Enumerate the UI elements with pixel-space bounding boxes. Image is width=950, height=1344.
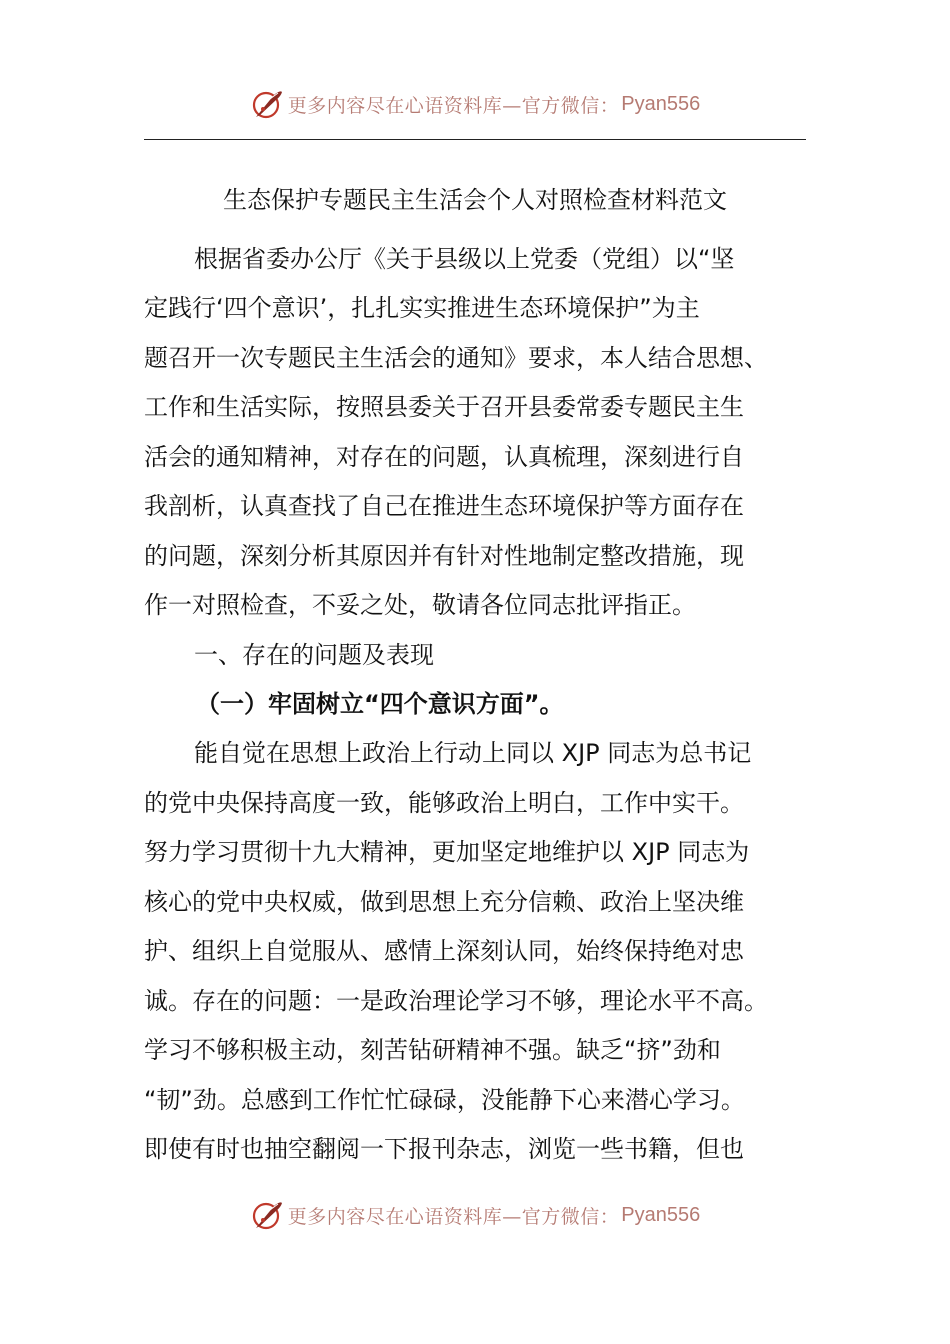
text-line: 努力学习贯彻十九大精神，更加坚定地维护以 XJP 同志为	[144, 838, 750, 866]
text-line: 学习不够积极主动，刻苦钻研精神不强。缺乏“挤”劲和	[144, 1036, 721, 1064]
text-line: 活会的通知精神，对存在的问题，认真梳理，深刻进行自	[144, 443, 744, 471]
header-watermark	[0, 84, 950, 124]
text-line: 定践行‘四个意识’，扎扎实实推进生态环境保护”为主	[144, 294, 700, 322]
text-line: 根据省委办公厅《关于县级以上党委（党组）以“坚	[194, 245, 735, 273]
text-line: 护、组织上自觉服从、感情上深刻认同，始终保持绝对忠	[144, 937, 744, 965]
watermark-text: 更多内容尽在心语资料库—官方微信：	[287, 1205, 620, 1228]
text-line: 的党中央保持高度一致，能够政治上明白，工作中实干。	[144, 789, 744, 817]
section-heading: 一、存在的问题及表现	[194, 641, 434, 669]
text-line: 核心的党中央权威，做到思想上充分信赖、政治上坚决维	[144, 888, 744, 916]
wechat-id: Pyan556	[621, 1203, 701, 1226]
text-line: 能自觉在思想上政治上行动上同以 XJP 同志为总书记	[194, 739, 752, 767]
quill-logo-icon	[250, 87, 284, 121]
quill-logo-icon	[250, 1198, 284, 1232]
text-line: 即使有时也抽空翻阅一下报刊杂志，浏览一些书籍，但也	[144, 1135, 744, 1163]
watermark-text: 更多内容尽在心语资料库—官方微信：	[287, 94, 620, 117]
text-line: 工作和生活实际，按照县委关于召开县委常委专题民主生	[144, 393, 744, 421]
page-title: 生态保护专题民主生活会个人对照检查材料范文	[223, 186, 727, 214]
text-line: “韧”劲。总感到工作忙忙碌碌，没能静下心来潜心学习。	[144, 1086, 745, 1114]
text-line: 我剖析，认真查找了自己在推进生态环境保护等方面存在	[144, 492, 744, 520]
header-divider	[144, 139, 806, 140]
text-line: 作一对照检查，不妥之处，敬请各位同志批评指正。	[144, 591, 696, 619]
footer-watermark	[0, 1195, 950, 1235]
text-line: 诚。存在的问题：一是政治理论学习不够，理论水平不高。	[144, 987, 768, 1015]
subsection-heading: （一）牢固树立“四个意识方面”。	[196, 690, 564, 718]
text-line: 的问题，深刻分析其原因并有针对性地制定整改措施，现	[144, 542, 744, 570]
wechat-id: Pyan556	[621, 92, 701, 115]
text-line: 题召开一次专题民主生活会的通知》要求，本人结合思想、	[144, 344, 768, 372]
